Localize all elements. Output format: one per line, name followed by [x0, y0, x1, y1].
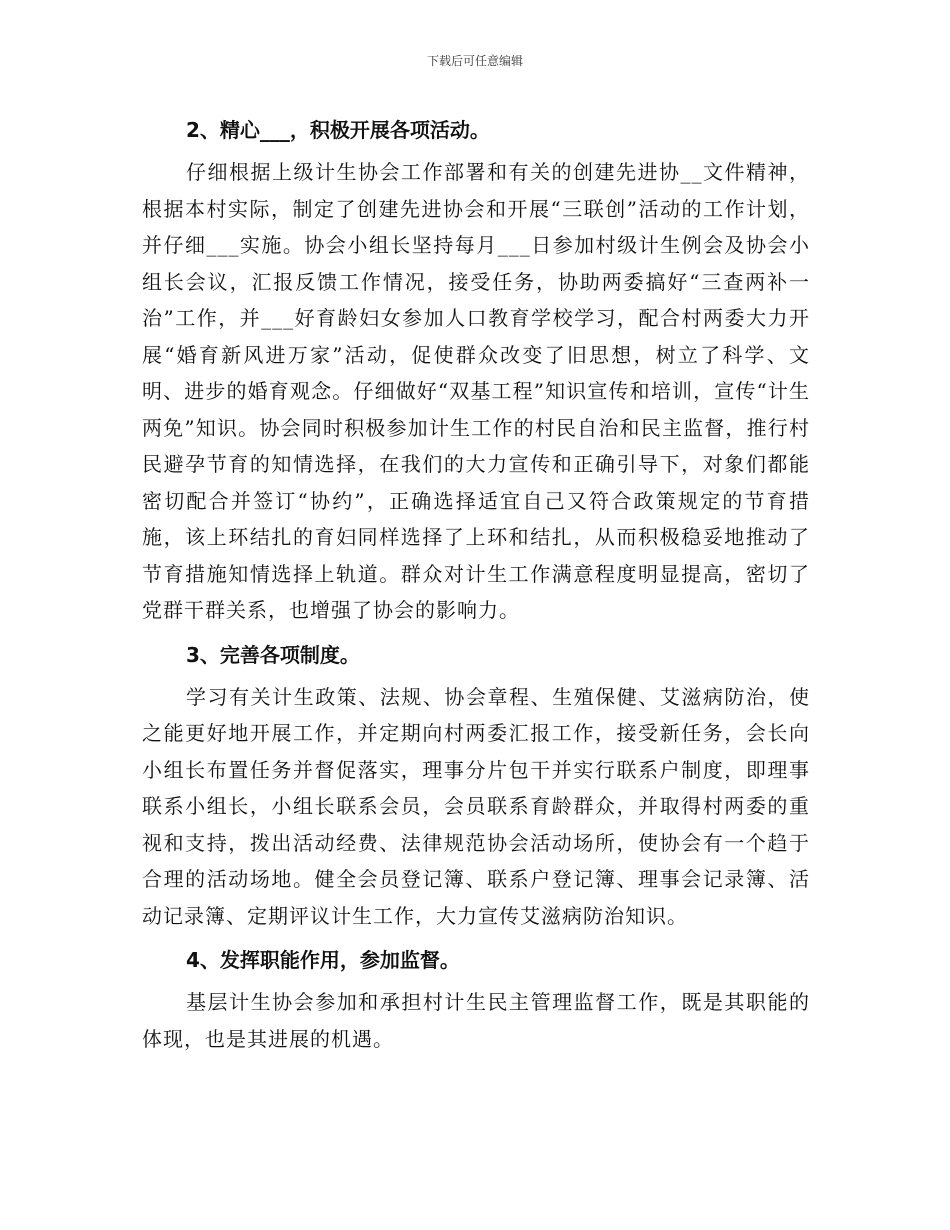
- section-heading: 2、精心___，积极开展各项活动。: [186, 118, 490, 142]
- section-heading: 4、发挥职能作用，参加监督。: [186, 948, 460, 972]
- section-2: [142, 112, 810, 629]
- page-header: 下载后可任意编辑: [426, 54, 523, 68]
- paragraph: 学习有关计生政策、法规、协会章程、生殖保健、艾滋病防治，使之能更好地开展工作，并定期向村两委汇报工作，接受新任务，会长向小组长布置任务并督促落实，理事分片包干并实行联系户制度，即理事联系小组长，小组长联系会员，会员联系育龄群众，并取得村两委的重视和支持，拨出活动经费、法律规范协会活动场所，使协会有一个趋于合理的活动场地。健全会员登记簿、联系户登记簿、理事会记录簿、活动记录簿、定期评议计生工作，大力宣传艾滋病防治知识。: [142, 684, 810, 928]
- document-body: [142, 112, 810, 1065]
- section-heading: 3、完善各项制度。: [186, 642, 360, 667]
- paragraph: 仔细根据上级计生协会工作部署和有关的创建先进协__文件精神，根据本村实际，制定了创建先进协会和开展“三联创”活动的工作计划，并仔细___实施。协会小组长坚持每月___日参加村级计生例会及协会小组长会议，汇报反馈工作情况，接受任务，协助两委搞好“三查两补一治”工作，并___好育龄妇女参加人口教育学校学习，配合村两委大力开展“婚育新风进万家”活动，促使群众改变了旧思想，树立了科学、文明、进步的婚育观念。仔细做好“双基工程”知识宣传和培训，宣传“计生两免”知识。协会同时积极参加计生工作的村民自治和民主监督，推行村民避孕节育的知情选择，在我们的大力宣传和正确引导下，对象们都能密切配合并签订“协约”，正确选择适宜自己又符合政策规定的节育措施，该上环结扎的育妇同样选择了上环和结扎，从而积极稳妥地推动了节育措施知情选择上轨道。群众对计生工作满意程度明显提高，密切了党群干群关系，也增强了协会的影响力。: [142, 160, 810, 622]
- section-4: [142, 942, 810, 1057]
- section-3: [142, 637, 810, 935]
- paragraph: 基层计生协会参加和承担村计生民主管理监督工作，既是其职能的体现，也是其进展的机遇。: [142, 990, 810, 1051]
